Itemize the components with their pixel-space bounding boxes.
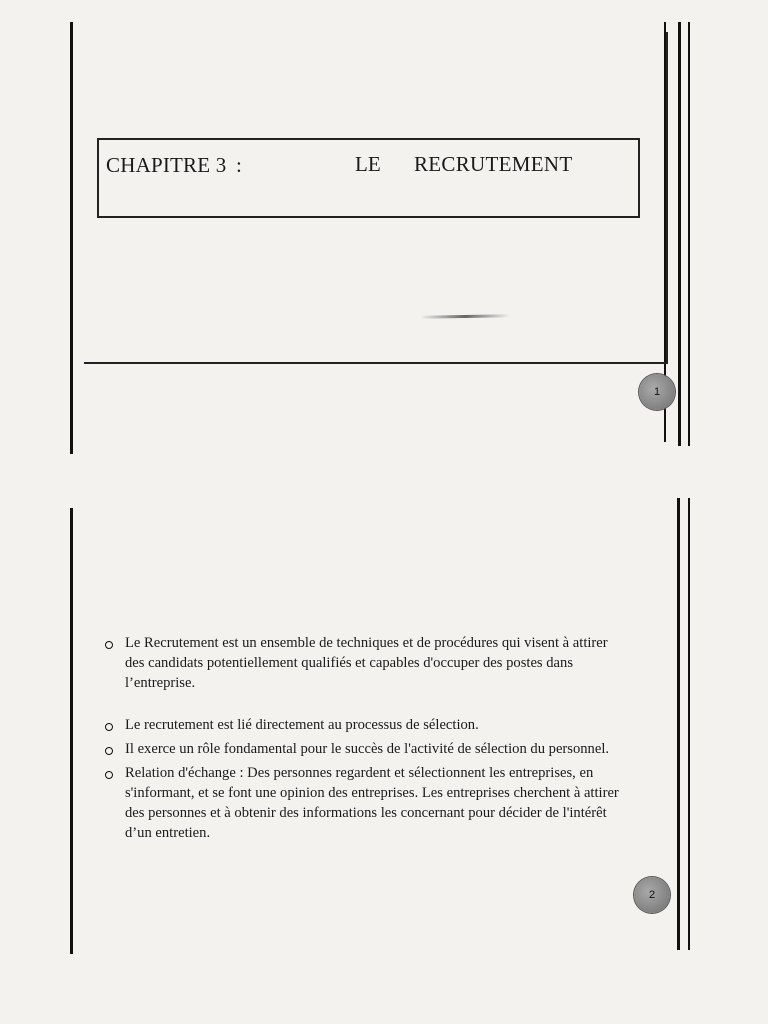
bullet-item xyxy=(105,739,625,759)
title-word-recrutement: RECRUTEMENT xyxy=(414,152,573,176)
bullet-circle-icon xyxy=(105,771,113,779)
right-margin-line-2b xyxy=(688,498,690,950)
bullet-circle-icon xyxy=(105,641,113,649)
title-word-le: LE xyxy=(355,152,381,176)
bullet-item xyxy=(105,715,625,735)
title-separator: : xyxy=(236,153,242,177)
bullet-circle-icon xyxy=(105,723,113,731)
bullet-list xyxy=(105,633,625,843)
chapter-label: CHAPITRE 3 xyxy=(106,153,227,177)
bullet-circle-icon xyxy=(105,747,113,755)
right-margin-line-1b xyxy=(678,22,681,446)
bullet-text: Le Recrutement est un ensemble de techniques et de procédures qui visent à attirer des candidats potentiellement qualifiés et capables d'occuper des postes dans l’entreprise. xyxy=(125,635,608,691)
right-margin-line-1c xyxy=(688,22,690,446)
page-number-badge-1: 1 xyxy=(639,374,675,410)
page-number-badge-2: 2 xyxy=(634,877,670,913)
left-margin-line-1 xyxy=(70,22,73,454)
left-margin-line-2 xyxy=(70,508,73,954)
bullet-item xyxy=(105,633,625,693)
bullet-text: Relation d'échange : Des personnes regardent et sélectionnent les entreprises, en s'informant, et se font une opinion des entreprises. Les entreprises cherchent à attirer des personnes et à obtenir des informations les concernant pour décider de l'intérêt d’un entretien. xyxy=(125,765,619,841)
bullet-text: Il exerce un rôle fondamental pour le succès de l'activité de sélection du personnel. xyxy=(125,741,610,757)
bullet-item xyxy=(105,763,625,843)
right-margin-line-2a xyxy=(677,498,680,950)
bullet-text: Le recrutement est lié directement au processus de sélection. xyxy=(125,717,479,733)
title-box xyxy=(97,138,640,218)
